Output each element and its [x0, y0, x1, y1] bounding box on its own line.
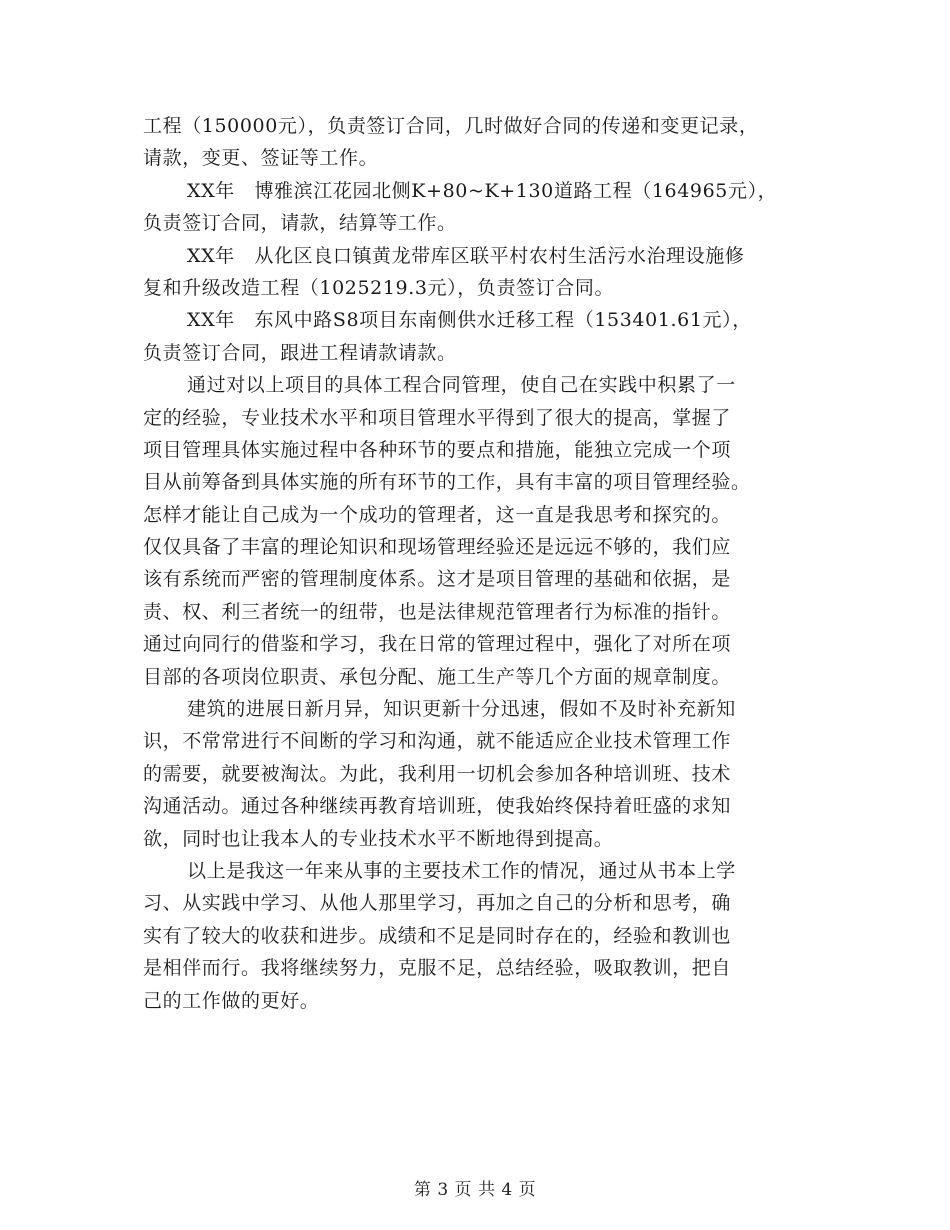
text-line: 该有系统而严密的管理制度体系。这才是项目管理的基础和依据，是: [143, 568, 732, 591]
text-line: 项目管理具体实施过程中各种环节的要点和措施，能独立完成一个项: [143, 438, 732, 461]
text-line: 建筑的进展日新月异，知识更新十分迅速，假如不及时补充新知: [187, 698, 736, 721]
text-line: 通过对以上项目的具体工程合同管理，使自己在实践中积累了一: [187, 374, 736, 397]
text-line: 请款，变更、签证等工作。: [143, 147, 379, 170]
text-line: 责、权、利三者统一的纽带，也是法律规范管理者行为标准的指针。: [143, 600, 732, 623]
page-number-footer: 第 3 页 共 4 页: [413, 1180, 537, 1200]
text-line: 通过向同行的借鉴和学习，我在日常的管理过程中，强化了对所在项: [143, 633, 732, 656]
text-line: 的需要，就要被淘汰。为此，我利用一切机会参加各种培训班、技术: [143, 762, 732, 785]
text-line: 仅仅具备了丰富的理论知识和现场管理经验还是远远不够的，我们应: [143, 536, 732, 559]
document-body: [143, 110, 813, 1017]
text-line: 负责签订合同，请款，结算等工作。: [143, 212, 457, 235]
text-line: 目从前筹备到具体实施的所有环节的工作，具有丰富的项目管理经验。: [143, 471, 751, 494]
text-line: 沟通活动。通过各种继续再教育培训班，使我始终保持着旺盛的求知: [143, 795, 732, 818]
text-line: 负责签订合同，跟进工程请款请款。: [143, 341, 457, 364]
text-line: 是相伴而行。我将继续努力，克服不足，总结经验，吸取教训，把自: [143, 957, 732, 980]
text-line: 复和升级改造工程（1025219.3元），负责签订合同。: [143, 276, 615, 299]
text-line: 以上是我这一年来从事的主要技术工作的情况，通过从书本上学: [187, 859, 736, 882]
text-line: 目部的各项岗位职责、承包分配、施工生产等几个方面的规章制度。: [143, 665, 732, 688]
text-line: 工程（150000元），负责签订合同，几时做好合同的传递和变更记录，: [143, 115, 759, 137]
text-line: XX年 东风中路S8项目东南侧供水迁移工程（153401.61元），: [187, 309, 752, 332]
text-line: 习、从实践中学习、从他人那里学习，再加之自己的分析和思考，确: [143, 892, 732, 915]
text-line: 己的工作做的更好。: [143, 989, 320, 1012]
text-line: 定的经验，专业技术水平和项目管理水平得到了很大的提高，掌握了: [143, 406, 732, 429]
text-line: 欲，同时也让我本人的专业技术水平不断地得到提高。: [143, 827, 614, 850]
text-line: 怎样才能让自己成为一个成功的管理者，这一直是我思考和探究的。: [143, 503, 732, 526]
text-line: 实有了较大的收获和进步。成绩和不足是同时存在的，经验和教训也: [143, 924, 732, 947]
text-line: XX年 从化区良口镇黄龙带库区联平村农村生活污水治理设施修: [187, 244, 745, 267]
text-line: 识，不常常进行不间断的学习和沟通，就不能适应企业技术管理工作: [143, 730, 732, 753]
text-line: XX年 博雅滨江花园北侧K+80~K+130道路工程（164965元），: [187, 179, 778, 202]
